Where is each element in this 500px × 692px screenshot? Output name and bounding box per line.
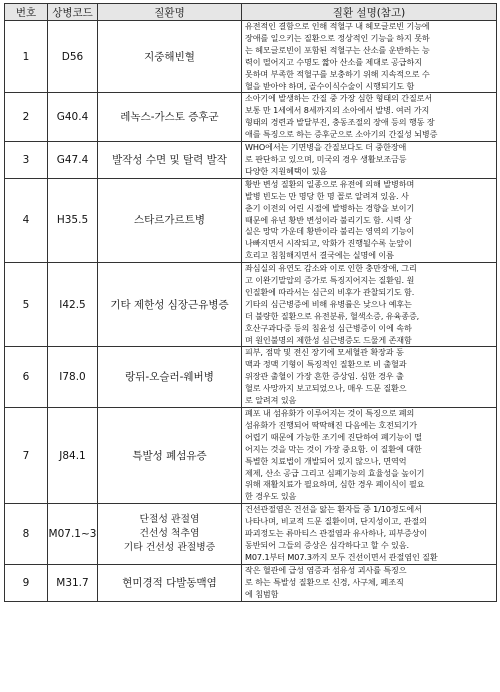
description-line: 건선관절염은 건선을 앓는 환자들 중 1/10정도에서 <box>245 504 422 515</box>
row-number: 4 <box>5 178 48 262</box>
disease-code: H35.5 <box>48 178 98 262</box>
description-line: 나빠지면서 시작되고, 악화가 진행될수록 눈앞이 <box>245 238 412 249</box>
disease-name-line: 건선성 척추염 <box>139 528 200 540</box>
header-desc: 질환 설명(참고) <box>242 4 497 21</box>
table-row <box>5 93 497 142</box>
description-line: 로 판단하고 있으며, 미국의 경우 생활보조금등 <box>245 153 407 164</box>
description-line: 고 이완기말압의 증가로 특징지어지는 질환임. 원 <box>245 275 415 286</box>
row-number: 9 <box>5 564 48 601</box>
table-row <box>5 564 497 601</box>
description-line: 혈을 받아야 하며, 골수이식수술이 시행되기도 함 <box>245 80 415 91</box>
disease-code: G40.4 <box>48 93 98 142</box>
disease-description <box>242 21 497 93</box>
description-line: 제제, 산소 공급 그리고 심폐기능의 효율성을 높이기 <box>245 467 425 478</box>
disease-name-line: 단절성 관절염 <box>139 514 200 526</box>
disease-code: D56 <box>48 21 98 93</box>
disease-description <box>242 564 497 601</box>
table-row <box>5 263 497 347</box>
disease-description <box>242 504 497 565</box>
disease-name <box>98 263 242 347</box>
description-line: 에 침범함 <box>245 588 279 599</box>
disease-name-line: 지중해빈혈 <box>144 50 195 63</box>
disease-name-line: 특발성 폐섬유증 <box>132 449 207 462</box>
disease-name <box>98 408 242 504</box>
description-line: 흐리고 침침해지면서 결국에는 실명에 이름 <box>245 250 394 261</box>
row-number: 8 <box>5 504 48 565</box>
description-line: 어렵기 때문에 가능한 조기에 진단하여 폐기능이 떨 <box>245 431 422 442</box>
table-row <box>5 408 497 504</box>
description-line: 특별한 치료법이 개발되어 있지 않으나, 면역억 <box>245 455 407 466</box>
disease-name <box>98 21 242 93</box>
header-name: 질환명 <box>98 4 242 21</box>
description-line: WHO에서는 기면병을 간질보다도 더 중한장애 <box>245 142 407 153</box>
description-line: 인질환에 따라서는 심근의 비후가 관찰되기도 함. <box>245 286 415 297</box>
disease-name <box>98 142 242 179</box>
row-number: 5 <box>5 263 48 347</box>
description-line: M07.1부터 M07.3까지 모두 건선이면서 관절염인 질환 <box>245 551 438 562</box>
table-row <box>5 504 497 565</box>
description-line: 동반되어 그들의 증상은 심각하다고 할 수 있음. <box>245 539 409 550</box>
description-line: 춘기 이전의 어린 시절에 발병하는 경향을 보이기 <box>245 202 415 213</box>
description-line: 력이 떨어지고 수명도 짧아 산소를 제대로 공급하지 <box>245 56 422 67</box>
description-line: 실은 망막 가운데 황반이라 불리는 영역의 기능이 <box>245 226 415 237</box>
description-line: 소아기에 발생하는 간질 중 가장 심한 형태의 간질로서 <box>245 93 433 104</box>
row-number: 1 <box>5 21 48 93</box>
disease-code: M07.1~3 <box>48 504 98 565</box>
disease-table <box>4 3 497 602</box>
disease-name <box>98 178 242 262</box>
row-number: 6 <box>5 347 48 408</box>
description-line: 호산구과다증 등의 침윤성 심근병증이 이에 속하 <box>245 322 412 333</box>
table-row <box>5 142 497 179</box>
description-line: 때문에 유년 황반 변성이라 불리기도 함. 시력 상 <box>245 214 412 225</box>
description-line: 보통 만 1세에서 8세까지의 소아에서 발병. 여러 가지 <box>245 105 430 116</box>
disease-name <box>98 347 242 408</box>
disease-name-line: 기타 건선성 관절병증 <box>123 542 216 554</box>
disease-description <box>242 347 497 408</box>
description-line: 한 경우도 있음 <box>245 491 297 502</box>
disease-name <box>98 504 242 565</box>
disease-description <box>242 93 497 142</box>
description-line: 혈로 사망까지 보고되었으나, 매우 드문 질환으 <box>245 383 407 394</box>
description-line: 다양한 지원혜택이 있음 <box>245 165 328 176</box>
disease-description <box>242 408 497 504</box>
table-row <box>5 178 497 262</box>
row-number: 3 <box>5 142 48 179</box>
disease-code: I42.5 <box>48 263 98 347</box>
description-line: 파괴정도는 류마티스 관절염과 유사하나, 피부증상이 <box>245 528 428 539</box>
disease-name-line: 랑뒤-오슬러-웨버병 <box>125 371 214 384</box>
description-line: 기타의 심근병증에 비해 유병률은 낮으나 예후는 <box>245 298 412 309</box>
disease-name-line: 현미경적 다발동맥염 <box>122 576 217 589</box>
description-line: 위해 재활치료가 필요하며, 심한 경우 폐이식이 필요 <box>245 479 425 490</box>
disease-name-line: 스타르가르트병 <box>133 214 205 227</box>
description-line: 작은 혈관에 급성 염증과 섬유성 괴사를 특징으 <box>245 564 407 575</box>
table-row <box>5 347 497 408</box>
description-line: 더 불량한 질환으로 유전분류, 혈색소증, 유육종증, <box>245 310 420 321</box>
disease-description <box>242 142 497 179</box>
description-line: 형태의 경련과 발달부진, 충동조절의 장애 등의 행동 장 <box>245 117 435 128</box>
disease-name <box>98 564 242 601</box>
disease-code: J84.1 <box>48 408 98 504</box>
disease-name-line: 레녹스-가스토 증후군 <box>120 111 219 124</box>
table-header <box>5 4 497 21</box>
disease-name <box>98 93 242 142</box>
description-line: 맥과 정맥 기형이 특징적인 질환으로 비 출혈과 <box>245 359 407 370</box>
description-line: 폐포 내 섬유화가 이루어지는 것이 특징으로 폐의 <box>245 408 415 418</box>
description-line: 위장관 출혈이 가장 흔한 증상임. 심한 경우 출 <box>245 371 404 382</box>
disease-description <box>242 178 497 262</box>
description-line: 나타나며, 비교적 드문 질환이며, 단지성이고, 관절의 <box>245 516 427 527</box>
description-line: 애를 특징으로 하는 증후군으로 소아기의 간질성 뇌병증 <box>245 129 438 140</box>
header-code: 상병코드 <box>48 4 98 21</box>
description-line: 섬유화가 진행되어 딱딱해진 다음에는 호전되기가 <box>245 419 417 430</box>
description-line: 황반 변성 질환의 일종으로 유전에 의해 발병하며 <box>245 178 415 189</box>
description-line: 유전적인 결함으로 인해 적혈구 내 헤모글로빈 기능에 <box>245 21 430 31</box>
table-row <box>5 21 497 93</box>
disease-code: G47.4 <box>48 142 98 179</box>
row-number: 7 <box>5 408 48 504</box>
description-line: 발병 빈도는 만 명당 한 명 꼴로 알려져 있음. 사 <box>245 190 409 201</box>
description-line: 로 알려져 있음 <box>245 395 297 406</box>
description-line: 며 원인불명의 제한성 심근병증도 드물게 존재함 <box>245 334 412 345</box>
description-line: 어지는 것을 막는 것이 가장 중요함. 이 질환에 대한 <box>245 443 422 454</box>
disease-name-line: 발작성 수면 및 탈력 발작 <box>112 153 227 166</box>
disease-description <box>242 263 497 347</box>
description-line: 피부, 점막 및 전신 장기에 모세혈관 확장과 동 <box>245 347 404 358</box>
disease-code: M31.7 <box>48 564 98 601</box>
table-body <box>5 21 497 602</box>
row-number: 2 <box>5 93 48 142</box>
description-line: 좌심실의 유연도 감소와 이로 인한 충만장애, 그리 <box>245 263 417 274</box>
disease-name-line: 기타 제한성 심장근유병증 <box>110 298 229 311</box>
description-line: 는 헤모글로빈이 포함된 적혈구는 산소를 운반하는 능 <box>245 44 430 55</box>
description-line: 못하며 부족한 적혈구를 보충하기 위해 지속적으로 수 <box>245 68 430 79</box>
header-no: 번호 <box>5 4 48 21</box>
description-line: 장애를 일으키는 질환으로 정상적인 기능을 하지 못하 <box>245 32 430 43</box>
description-line: 로 하는 특발성 질환으로 신경, 사구체, 폐조직 <box>245 576 404 587</box>
disease-code: I78.0 <box>48 347 98 408</box>
